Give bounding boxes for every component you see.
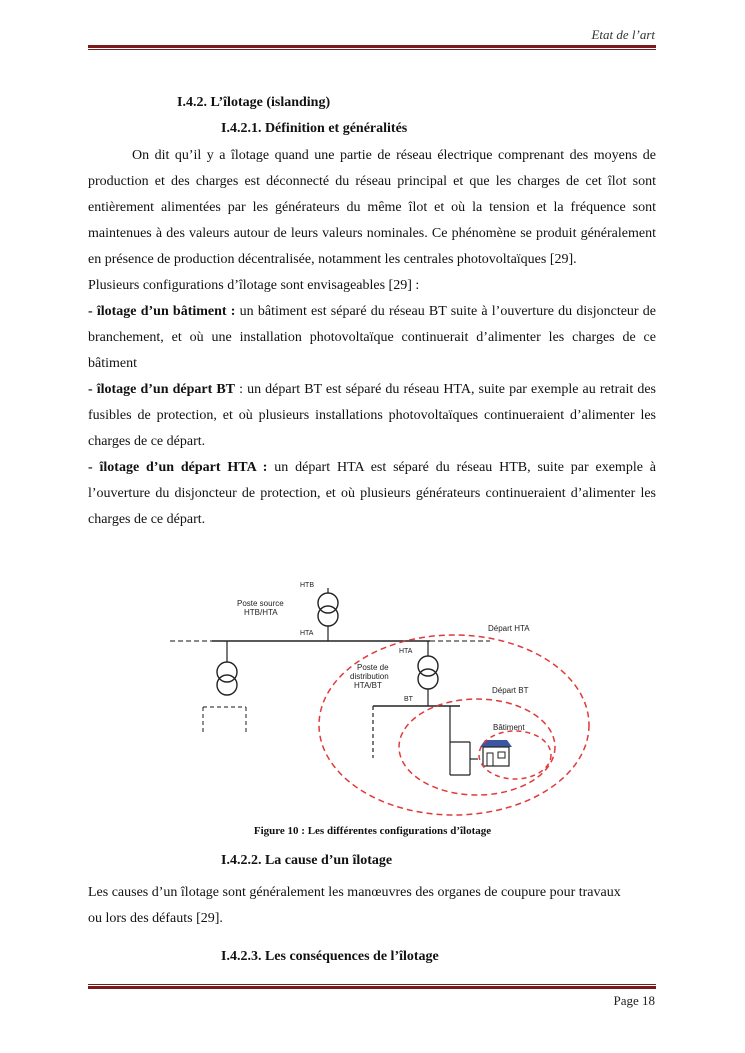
list-item-batiment <box>88 299 656 377</box>
item-label: - îlotage d’un bâtiment : <box>88 304 236 319</box>
header-rule <box>88 45 656 50</box>
figure-caption: Figure 10 : Les différentes configurations d’îlotage <box>253 825 492 837</box>
main-body <box>88 143 656 533</box>
left-transformer-bottom-coil <box>217 675 237 695</box>
item-text: : un départ BT est séparé du réseau HTA, suite par exemple au retrait des fusibles de protection, et où plusieurs installations photovoltaïques continueraient d’alimenter les charges de ce départ. <box>88 382 656 449</box>
label-bt: BT <box>404 696 413 703</box>
label-poste-dist-1: Poste de <box>357 663 389 672</box>
header-title: Etat de l’art <box>591 27 655 42</box>
dist-transformer-bottom-coil <box>418 669 438 689</box>
label-hta-dist: HTA <box>399 648 413 655</box>
label-poste-dist-3: HTA/BT <box>354 681 382 690</box>
item-text: un départ HTA est séparé du réseau HTB, suite par exemple à l’ouverture du disjoncteur de protection, et où plusieurs générateurs continueraient d’alimenter les charges de ce départ. <box>88 460 656 527</box>
islanding-diagram <box>160 575 590 825</box>
label-depart-bt: Départ BT <box>492 686 529 695</box>
left-transformer-top-coil <box>217 662 237 682</box>
label-depart-hta: Départ HTA <box>488 624 530 633</box>
section-heading: I.4.2. L’îlotage (islanding) <box>177 95 331 110</box>
list-item-depart-bt <box>88 377 656 455</box>
item-text: un bâtiment est séparé du réseau BT suite à l’ouverture du disjoncteur de branchement, et où une installation photovoltaïque continuerait d’alimenter les charges de ce bâtiment <box>88 304 656 371</box>
item-label: - îlotage d’un départ HTA : <box>88 460 268 475</box>
subsection-heading-definition: I.4.2.1. Définition et généralités <box>221 121 408 136</box>
label-hta-top: HTA <box>300 630 314 637</box>
label-poste-dist-2: distribution <box>350 672 389 681</box>
dist-transformer-top-coil <box>418 656 438 676</box>
diagram-svg <box>160 575 590 825</box>
paragraph-cause: Les causes d’un îlotage sont généralement les manœuvres des organes de coupure pour travaux ou lors des défauts [29]. <box>88 885 621 926</box>
label-poste-source-1: Poste source <box>237 599 284 608</box>
page-number: Page 18 <box>613 993 655 1008</box>
list-item-depart-hta <box>88 455 656 533</box>
paragraph-definition: On dit qu’il y a îlotage quand une partie de réseau électrique comprenant des moyens de production et des charges est déconnecté du réseau principal et que les charges de cet îlot sont entièrement alimentées par les générateurs du même îlot et où la tension et la fréquence sont maintenues à des valeurs autour de leurs valeurs nominales. Ce phénomène se produit généralement en présence de production décentralisée, notamment les centrales photovoltaïques [29]. <box>88 148 656 267</box>
label-htb: HTB <box>300 582 314 589</box>
subsection-heading-consequences: I.4.2.3. Les conséquences de l’îlotage <box>221 949 439 964</box>
label-poste-source-2: HTB/HTA <box>244 608 278 617</box>
subsection-heading-cause: I.4.2.2. La cause d’un îlotage <box>221 853 393 868</box>
source-transformer-bottom-coil <box>318 606 338 626</box>
footer-rule <box>88 983 656 989</box>
label-batiment: Bâtiment <box>493 723 525 732</box>
item-label: - îlotage d’un départ BT <box>88 382 236 397</box>
paragraph-configurations-intro: Plusieurs configurations d’îlotage sont envisageables [29] : <box>88 278 420 293</box>
zone-depart-hta <box>319 635 589 815</box>
zone-depart-bt <box>399 699 555 795</box>
source-transformer-top-coil <box>318 593 338 613</box>
